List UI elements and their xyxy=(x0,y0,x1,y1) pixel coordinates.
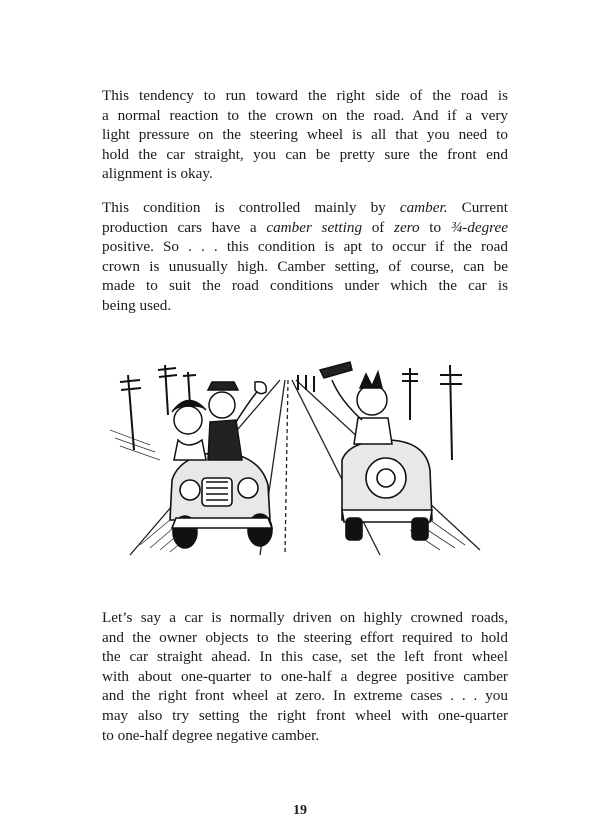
driver-figures xyxy=(172,382,266,460)
waving-driver xyxy=(320,362,392,444)
text-line xyxy=(102,218,508,238)
emphasis-zero: zero xyxy=(394,218,420,236)
paragraph-camber-control xyxy=(102,198,508,316)
text-line xyxy=(102,198,508,218)
left-car xyxy=(170,452,272,548)
text-line: to one-half degree negative camber. xyxy=(102,726,320,744)
text-line: crown is unusually high. Camber setting, of course, can be xyxy=(102,257,508,275)
emphasis-camber-setting: camber setting xyxy=(266,218,363,236)
text-line: Let’s say a car is normally driven on highly crowned roads, xyxy=(102,609,508,626)
emphasis-camber: camber. xyxy=(399,199,448,216)
text-line: This tendency to run toward the right side of the road is xyxy=(102,87,508,104)
text-line: with about one-quarter to one-half a degree positive camber xyxy=(102,667,508,685)
text-line: a normal reaction to the crown on the road. And if a very xyxy=(102,106,508,124)
text-run: of xyxy=(362,218,395,236)
text-line: positive. So . . . this condition is apt to occur if the road xyxy=(102,238,508,256)
text-line: the car straight ahead. In this case, set the left front wheel xyxy=(102,648,508,666)
text-line: made to suit the road conditions under which the car is xyxy=(102,277,508,295)
text-line: and the right front wheel at zero. In extreme cases . . . you xyxy=(102,687,508,705)
paragraph-adjustment-advice xyxy=(102,608,508,745)
paragraph-road-crown xyxy=(102,86,508,184)
cartoon-illustration xyxy=(110,360,490,560)
text-run: Current xyxy=(447,199,508,216)
text-line: and the owner objects to the steering effort required to hold xyxy=(102,628,508,646)
text-run: to xyxy=(419,218,451,236)
text-line: light pressure on the steering wheel is all that you need to xyxy=(102,126,508,144)
text-line: being used. xyxy=(102,296,172,314)
right-car xyxy=(342,440,432,540)
text-run: This condition is controlled mainly by xyxy=(102,199,400,216)
text-line: hold the car straight, you can be pretty sure the front end xyxy=(102,145,508,163)
emphasis-degree: ¾-degree xyxy=(450,218,508,236)
text-line: alignment is okay. xyxy=(102,165,213,183)
text-run: production cars have a xyxy=(102,218,267,236)
text-line: may also try setting the right front wheel with one-quarter xyxy=(102,706,508,724)
page-number: 19 xyxy=(293,803,307,818)
